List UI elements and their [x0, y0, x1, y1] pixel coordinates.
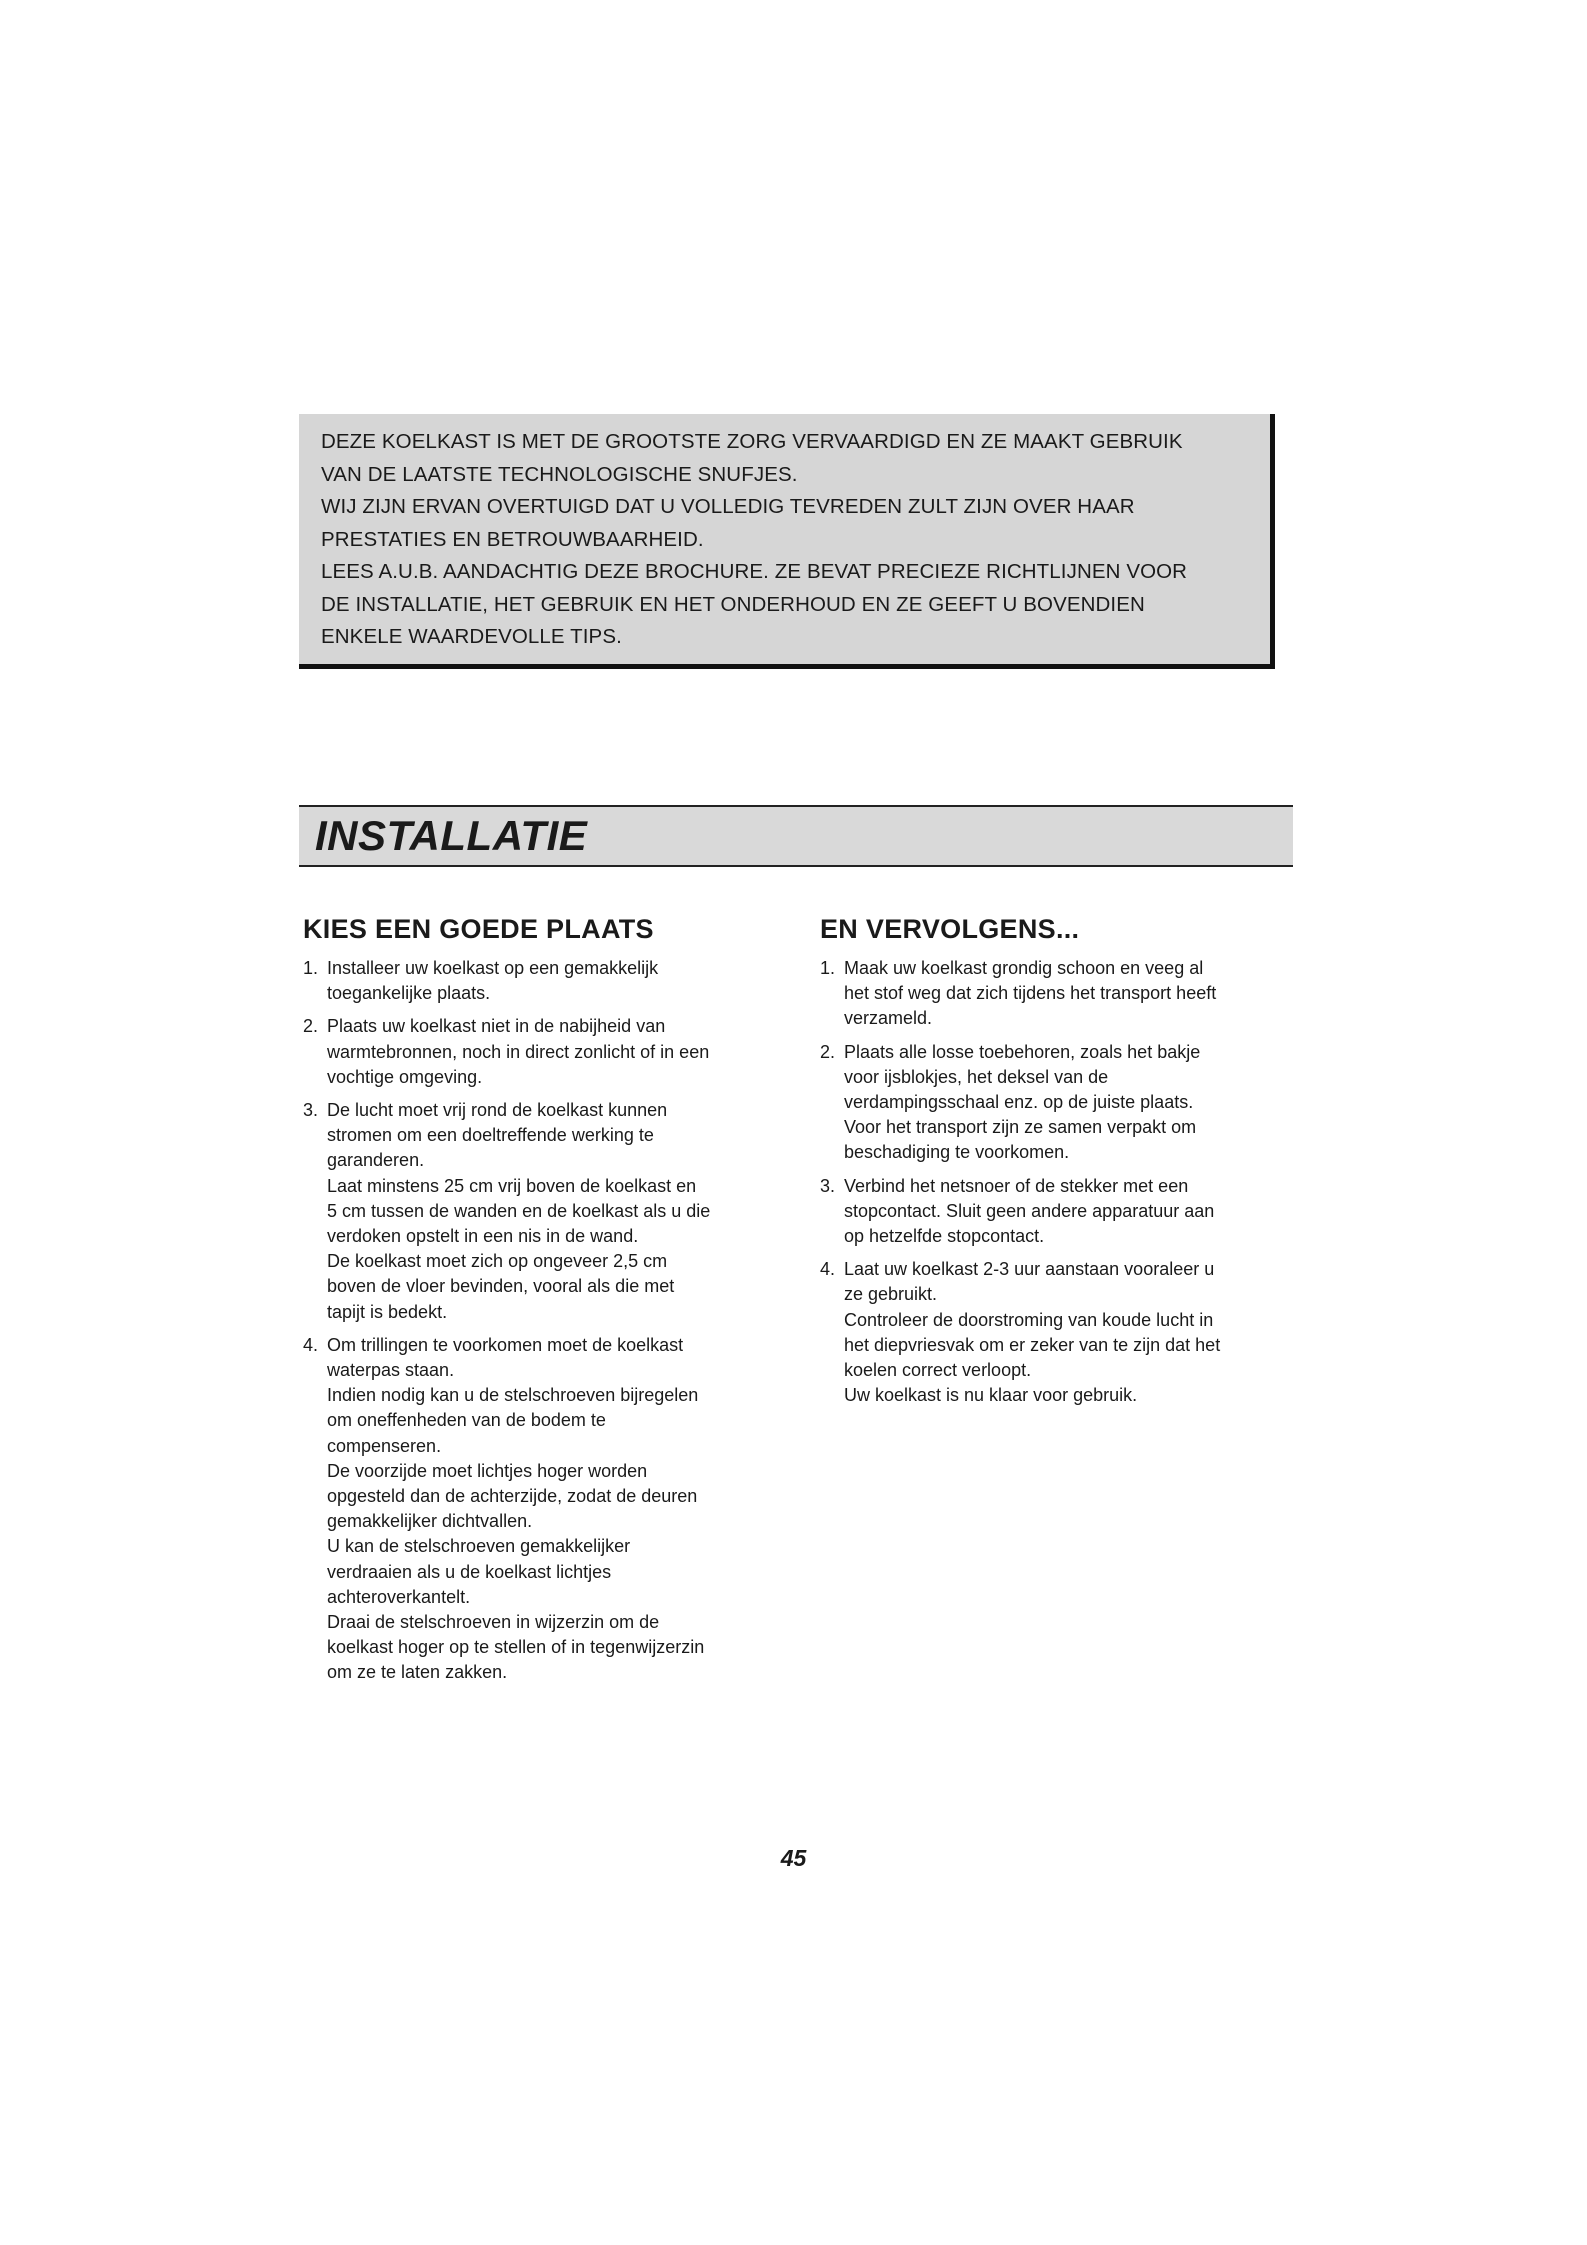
item-text-line: opgesteld dan de achterzijde, zodat de deuren [327, 1486, 698, 1507]
item-number: 4. [303, 1334, 319, 1355]
item-text-line: garanderen. [327, 1150, 425, 1171]
item-number: 1. [820, 958, 836, 978]
right-column-heading: EN VERVOLGENS... [820, 914, 1080, 944]
item-text-line: verzameld. [844, 1008, 933, 1029]
left-column [303, 912, 783, 1694]
item-text-line: verdampingsschaal enz. op de juiste plaats. [844, 1092, 1194, 1113]
list-item [303, 1333, 783, 1686]
right-column [820, 912, 1300, 1416]
item-text-line: waterpas staan. [327, 1360, 455, 1381]
item-text-line: verdraaien als u de koelkast lichtjes [327, 1561, 612, 1582]
left-instruction-list [303, 956, 783, 1686]
item-text-line: om ze te laten zakken. [327, 1662, 508, 1683]
item-text-line: om oneffenheden van de bodem te [327, 1410, 606, 1431]
item-text-line: De voorzijde moet lichtjes hoger worden [327, 1460, 648, 1481]
item-text-line: Plaats uw koelkast niet in de nabijheid van [327, 1016, 666, 1037]
item-text-line: Indien nodig kan u de stelschroeven bijregelen [327, 1385, 699, 1406]
item-text-line: achteroverkantelt. [327, 1586, 471, 1607]
item-text-line: Installeer uw koelkast op een gemakkelijk [327, 958, 659, 978]
item-text-line: Plaats alle losse toebehoren, zoals het bakje [844, 1041, 1201, 1062]
item-text-line: Verbind het netsnoer of de stekker met een [844, 1175, 1189, 1196]
item-number: 3. [820, 1175, 836, 1196]
item-text-line: Laat uw koelkast 2-3 uur aanstaan vooraleer u [844, 1259, 1215, 1280]
item-text-line: voor ijsblokjes, het deksel van de [844, 1066, 1109, 1087]
notice-line: ENKELE WAARDEVOLLE TIPS. [321, 625, 622, 648]
item-text-line: beschadiging te voorkomen. [844, 1142, 1070, 1163]
item-text-line: Om trillingen te voorkomen moet de koelkast [327, 1334, 684, 1355]
right-instruction-list [820, 956, 1300, 1408]
item-text-line: ze gebruikt. [844, 1284, 938, 1305]
item-text-line: op hetzelfde stopcontact. [844, 1226, 1045, 1247]
item-number: 2. [303, 1016, 319, 1037]
list-item [820, 1174, 1300, 1250]
page-number: 45 [780, 1845, 807, 1871]
item-text-line: 5 cm tussen de wanden en de koelkast als u die [327, 1200, 711, 1221]
item-text-line: boven de vloer bevinden, vooral als die met [327, 1276, 675, 1297]
notice-line: LEES A.U.B. AANDACHTIG DEZE BROCHURE. ZE BEVAT PRECIEZE RICHTLIJNEN VOOR [321, 560, 1188, 583]
item-number: 4. [820, 1259, 836, 1280]
item-text-line: U kan de stelschroeven gemakkelijker [327, 1536, 631, 1557]
item-text-line: Draai de stelschroeven in wijzerzin om de [327, 1612, 660, 1633]
notice-line: WIJ ZIJN ERVAN OVERTUIGD DAT U VOLLEDIG TEVREDEN ZULT ZIJN OVER HAAR [321, 495, 1135, 518]
notice-line: DEZE KOELKAST IS MET DE GROOTSTE ZORG VERVAARDIGD EN ZE MAAKT GEBRUIK [321, 430, 1183, 453]
item-text-line: Maak uw koelkast grondig schoon en veeg al [844, 958, 1204, 978]
notice-line: DE INSTALLATIE, HET GEBRUIK EN HET ONDERHOUD EN ZE GEEFT U BOVENDIEN [321, 592, 1145, 616]
item-text-line: stromen om een doeltreffende werking te [327, 1125, 654, 1146]
list-item [820, 956, 1300, 1032]
item-text-line: toegankelijke plaats. [327, 983, 491, 1004]
notice-box [299, 414, 1275, 669]
item-text-line: Voor het transport zijn ze samen verpakt om [844, 1117, 1197, 1138]
item-text-line: tapijt is bedekt. [327, 1301, 448, 1322]
item-text-line: De koelkast moet zich op ongeveer 2,5 cm [327, 1251, 668, 1272]
item-text-line: warmtebronnen, noch in direct zonlicht of in een [327, 1041, 710, 1062]
item-text-line: vochtige omgeving. [327, 1066, 483, 1087]
item-text-line: verdoken opstelt in een nis in de wand. [327, 1226, 639, 1247]
item-text-line: koelen correct verloopt. [844, 1360, 1032, 1381]
notice-line: PRESTATIES EN BETROUWBAARHEID. [321, 527, 704, 551]
left-column-heading: KIES EEN GOEDE PLAATS [303, 914, 654, 944]
item-number: 1. [303, 958, 319, 978]
item-text-line: De lucht moet vrij rond de koelkast kunnen [327, 1100, 668, 1121]
item-number: 3. [303, 1100, 319, 1121]
list-item [303, 1014, 783, 1090]
item-text-line: Laat minstens 25 cm vrij boven de koelkast en [327, 1175, 697, 1196]
item-text-line: het diepvriesvak om er zeker van te zijn dat het [844, 1334, 1221, 1355]
item-number: 2. [820, 1041, 836, 1062]
item-text-line: stopcontact. Sluit geen andere apparatuur aan [844, 1200, 1215, 1221]
item-text-line: Uw koelkast is nu klaar voor gebruik. [844, 1385, 1138, 1406]
item-text-line: het stof weg dat zich tijdens het transport heeft [844, 983, 1217, 1004]
section-title: INSTALLATIE [315, 812, 588, 859]
list-item [820, 1257, 1300, 1408]
list-item [303, 1098, 783, 1325]
item-text-line: koelkast hoger op te stellen of in tegenwijzerzin [327, 1637, 705, 1658]
list-item [820, 1040, 1300, 1166]
section-header [299, 805, 1293, 867]
list-item [303, 956, 783, 1006]
notice-line: VAN DE LAATSTE TECHNOLOGISCHE SNUFJES. [321, 462, 798, 486]
item-text-line: gemakkelijker dichtvallen. [327, 1511, 533, 1532]
item-text-line: compenseren. [327, 1435, 442, 1456]
item-text-line: Controleer de doorstroming van koude lucht in [844, 1309, 1214, 1330]
